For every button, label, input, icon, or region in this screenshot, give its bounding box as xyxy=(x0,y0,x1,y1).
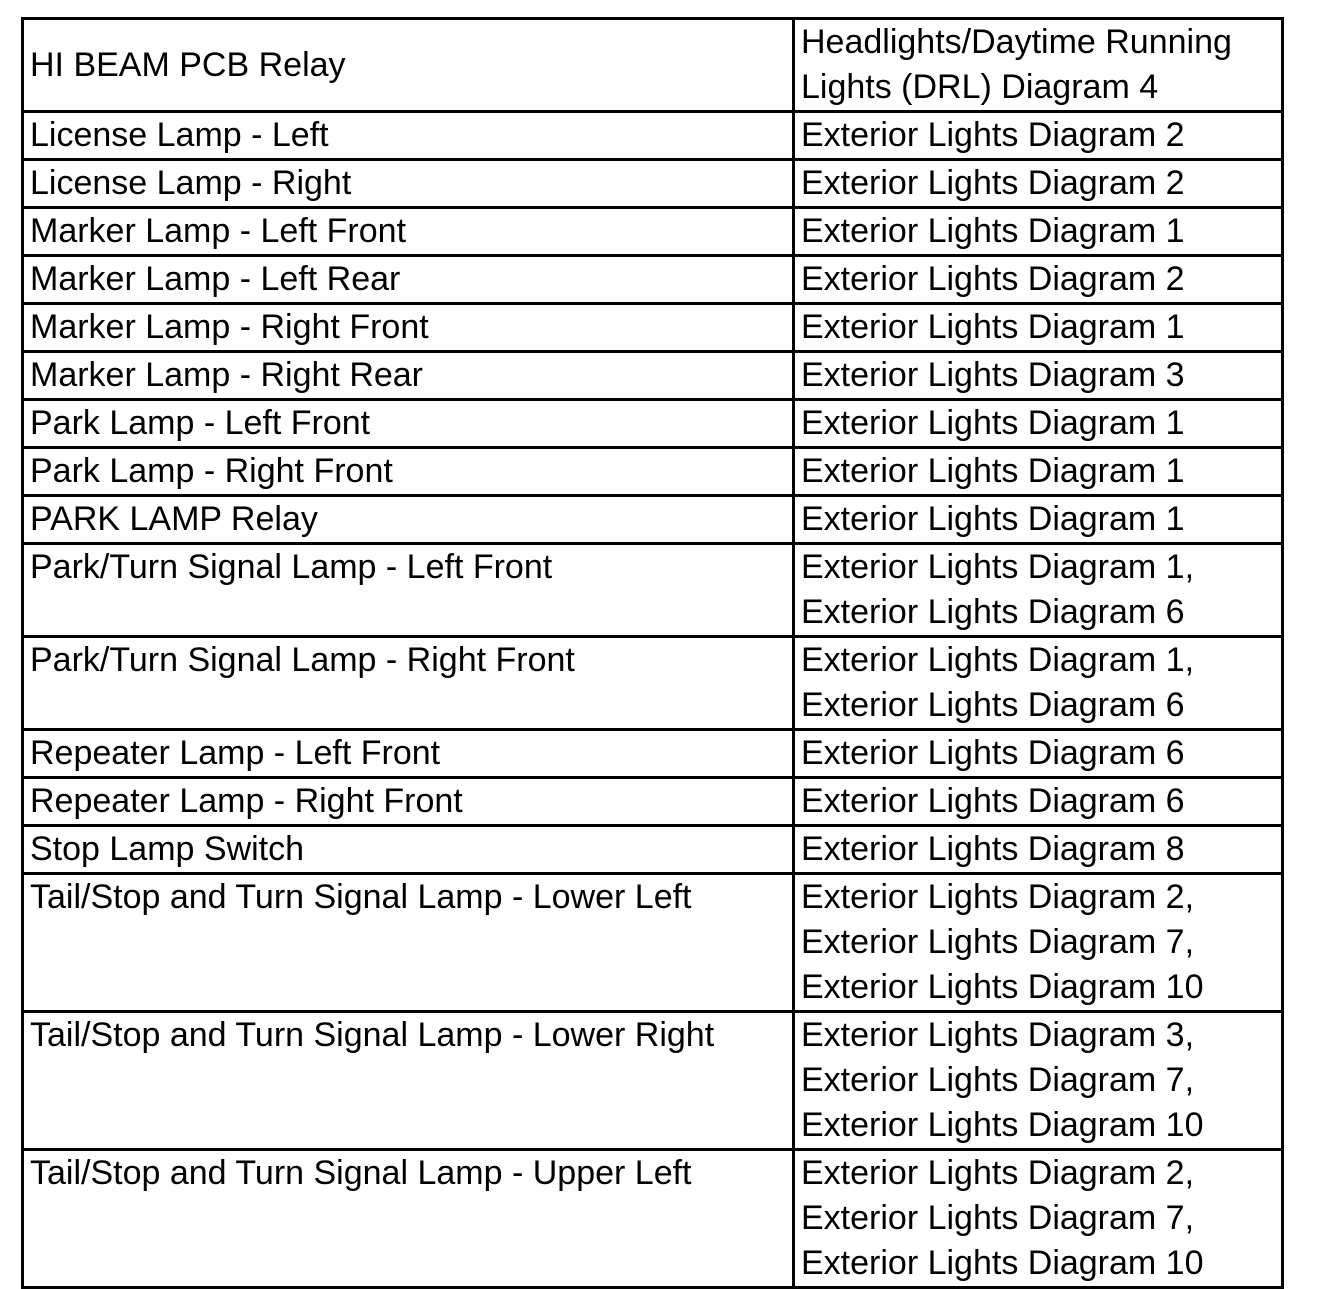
table-row xyxy=(23,730,1283,778)
table-row xyxy=(23,448,1283,496)
diagram-reference-line: Exterior Lights Diagram 1 xyxy=(801,308,1185,346)
table-row xyxy=(23,160,1283,208)
diagram-reference-cell xyxy=(794,1012,1283,1150)
component-name-cell: Marker Lamp - Right Rear xyxy=(23,352,794,400)
diagram-reference-line: Exterior Lights Diagram 7, xyxy=(801,923,1195,961)
component-name-cell: Marker Lamp - Left Rear xyxy=(23,256,794,304)
table-row xyxy=(23,304,1283,352)
diagram-reference-cell xyxy=(794,874,1283,1012)
diagram-reference-cell xyxy=(794,112,1283,160)
diagram-reference-cell xyxy=(794,160,1283,208)
diagram-reference-line: Exterior Lights Diagram 1, xyxy=(801,641,1195,679)
diagram-reference-line: Exterior Lights Diagram 10 xyxy=(801,1244,1204,1282)
diagram-reference-line: Exterior Lights Diagram 1 xyxy=(801,212,1185,250)
table-row xyxy=(23,826,1283,874)
table-row xyxy=(23,874,1283,1012)
component-name-cell: HI BEAM PCB Relay xyxy=(23,19,794,112)
table-row xyxy=(23,496,1283,544)
diagram-reference-cell xyxy=(794,400,1283,448)
component-name-cell: Park/Turn Signal Lamp - Left Front xyxy=(23,544,794,637)
diagram-reference-line: Exterior Lights Diagram 2 xyxy=(801,260,1185,298)
table-body xyxy=(23,19,1283,1288)
table-row xyxy=(23,208,1283,256)
diagram-reference-line: Exterior Lights Diagram 1, xyxy=(801,548,1195,586)
component-name-cell: Tail/Stop and Turn Signal Lamp - Lower Right xyxy=(23,1012,794,1150)
diagram-reference-cell xyxy=(794,730,1283,778)
diagram-reference-cell xyxy=(794,304,1283,352)
diagram-reference-cell xyxy=(794,256,1283,304)
diagram-reference-line: Lights (DRL) Diagram 4 xyxy=(801,68,1159,106)
table-row xyxy=(23,544,1283,637)
component-name-cell: Tail/Stop and Turn Signal Lamp - Upper Left xyxy=(23,1150,794,1288)
table-row xyxy=(23,637,1283,730)
diagram-reference-line: Exterior Lights Diagram 7, xyxy=(801,1199,1195,1237)
diagram-reference-line: Exterior Lights Diagram 1 xyxy=(801,404,1185,442)
component-name-cell: Tail/Stop and Turn Signal Lamp - Lower Left xyxy=(23,874,794,1012)
table-row xyxy=(23,19,1283,112)
component-name-cell: Marker Lamp - Right Front xyxy=(23,304,794,352)
diagram-reference-cell xyxy=(794,637,1283,730)
table-row xyxy=(23,112,1283,160)
table-row xyxy=(23,1012,1283,1150)
diagram-reference-line: Exterior Lights Diagram 10 xyxy=(801,1106,1204,1144)
diagram-reference-line: Exterior Lights Diagram 1 xyxy=(801,452,1185,490)
table-row xyxy=(23,400,1283,448)
diagram-reference-line: Exterior Lights Diagram 7, xyxy=(801,1061,1195,1099)
component-name-cell: Park Lamp - Left Front xyxy=(23,400,794,448)
table-row xyxy=(23,778,1283,826)
diagram-reference-line: Exterior Lights Diagram 6 xyxy=(801,782,1185,820)
diagram-reference-line: Exterior Lights Diagram 2, xyxy=(801,1154,1195,1192)
component-diagram-table xyxy=(21,17,1284,1289)
diagram-reference-line: Exterior Lights Diagram 3 xyxy=(801,356,1185,394)
diagram-reference-cell xyxy=(794,208,1283,256)
component-name-cell: Repeater Lamp - Right Front xyxy=(23,778,794,826)
diagram-reference-cell xyxy=(794,448,1283,496)
diagram-reference-cell xyxy=(794,19,1283,112)
diagram-reference-line: Exterior Lights Diagram 10 xyxy=(801,968,1204,1006)
component-name-cell: License Lamp - Right xyxy=(23,160,794,208)
diagram-reference-line: Headlights/Daytime Running xyxy=(801,23,1232,61)
diagram-reference-line: Exterior Lights Diagram 2, xyxy=(801,878,1195,916)
diagram-reference-line: Exterior Lights Diagram 6 xyxy=(801,734,1185,772)
component-name-cell: PARK LAMP Relay xyxy=(23,496,794,544)
component-name-cell: Repeater Lamp - Left Front xyxy=(23,730,794,778)
diagram-reference-cell xyxy=(794,778,1283,826)
component-name-cell: Park Lamp - Right Front xyxy=(23,448,794,496)
diagram-reference-cell xyxy=(794,496,1283,544)
diagram-reference-line: Exterior Lights Diagram 8 xyxy=(801,830,1185,868)
diagram-reference-line: Exterior Lights Diagram 6 xyxy=(801,593,1185,631)
table-row xyxy=(23,1150,1283,1288)
diagram-reference-line: Exterior Lights Diagram 3, xyxy=(801,1016,1195,1054)
diagram-reference-line: Exterior Lights Diagram 2 xyxy=(801,116,1185,154)
component-name-cell: Park/Turn Signal Lamp - Right Front xyxy=(23,637,794,730)
diagram-reference-line: Exterior Lights Diagram 1 xyxy=(801,500,1185,538)
diagram-reference-cell xyxy=(794,1150,1283,1288)
table-row xyxy=(23,256,1283,304)
diagram-reference-cell xyxy=(794,544,1283,637)
component-name-cell: Marker Lamp - Left Front xyxy=(23,208,794,256)
component-name-cell: Stop Lamp Switch xyxy=(23,826,794,874)
diagram-reference-cell xyxy=(794,352,1283,400)
diagram-reference-cell xyxy=(794,826,1283,874)
diagram-reference-line: Exterior Lights Diagram 6 xyxy=(801,686,1185,724)
diagram-reference-line: Exterior Lights Diagram 2 xyxy=(801,164,1185,202)
component-name-cell: License Lamp - Left xyxy=(23,112,794,160)
table-row xyxy=(23,352,1283,400)
